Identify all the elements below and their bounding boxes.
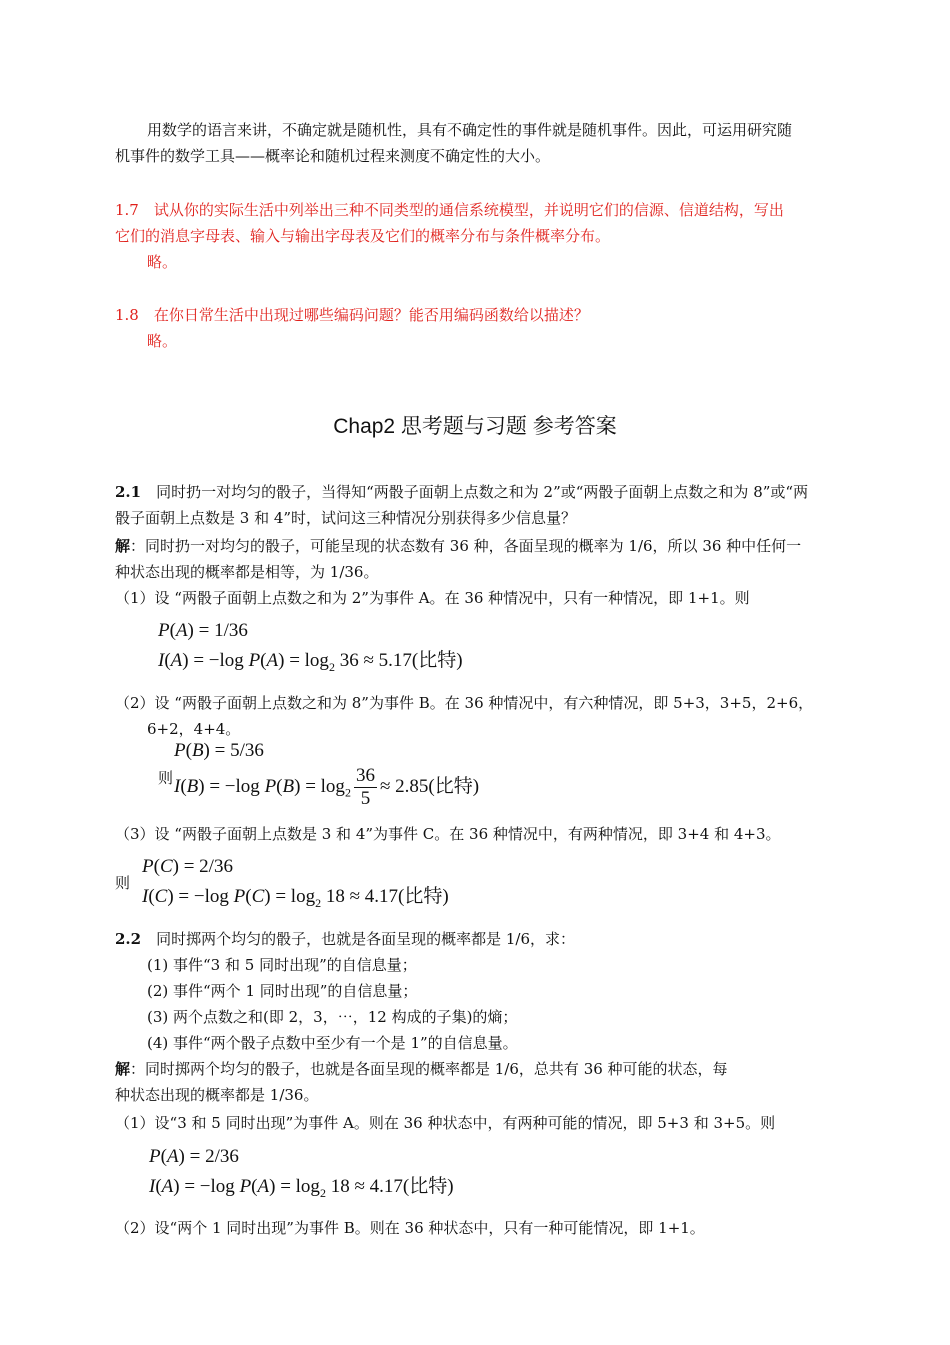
- q1-7-answer: 略。: [147, 253, 178, 271]
- q2-1-eq-iA: I(A) = −log $P(A) = \log_2 36 \approx 5.17$(比特): [158, 650, 463, 674]
- q2-1-case-3-ze: 则: [115, 874, 131, 892]
- q2-1-eq-pB: P(B) = 5/36: [174, 740, 264, 761]
- q2-1-case-1: （1）设 “两骰子面朝上点数之和为 2”为事件 A。在 36 种情况中，只有一种情况，即 1+1。则: [115, 589, 750, 607]
- intro-line-2: 机事件的数学工具——概率论和随机过程来测度不确定性的大小。: [115, 147, 551, 165]
- q2-2-item-4: (4) 事件“两个骰子点数中至少有一个是 1”的自信息量。: [147, 1034, 518, 1052]
- q2-2-number: 2.2: [115, 930, 142, 948]
- q2-1-number: 2.1: [115, 483, 142, 501]
- q2-1-eq-iC-neglog: = −log: [178, 886, 229, 907]
- q2-2-question-line-1: [115, 929, 575, 949]
- q2-2-sol-line-1-text: ：同时掷两个均匀的骰子，也就是各面呈现的概率都是 1/6，总共有 36 种可能的状态，每: [130, 1060, 728, 1078]
- q2-1-sol-line-1-text: ：同时扔一对均匀的骰子，可能呈现的状态数有 36 种，各面呈现的概率为 1/6，所以 36 种中任何一: [130, 537, 802, 555]
- q2-2-item-2: (2) 事件“两个 1 同时出现”的自信息量；: [147, 982, 418, 1000]
- q2-1-case-2-ze: 则: [158, 769, 174, 787]
- q2-1-eq-pC-value: = 2/36: [183, 856, 233, 877]
- q2-1-eq-iB-fraction: [354, 765, 377, 810]
- q2-1-eq-iC-value: 18 ≈ 4.17(比特): [325, 886, 449, 907]
- q2-2-item-3: (3) 两个点数之和(即 2，3，⋯，12 构成的子集)的熵；: [147, 1008, 518, 1026]
- q2-1-eq-iB-numerator: 36: [355, 765, 375, 786]
- q2-1-eq-iA-neglog: = −log: [193, 650, 244, 671]
- q2-2-sol-label: 解: [115, 1060, 131, 1078]
- q2-2-eq-iA-log: = log: [280, 1176, 320, 1197]
- q2-2-eq-iA-value: 18 ≈ 4.17(比特): [330, 1176, 454, 1197]
- q2-2-item-1: (1) 事件“3 和 5 同时出现”的自信息量；: [147, 956, 417, 974]
- q1-7-line-2: 它们的消息字母表、输入与输出字母表及它们的概率分布与条件概率分布。: [115, 227, 611, 245]
- q2-1-solution-line-1: [115, 536, 801, 556]
- q1-7-line-1: 1.7 试从你的实际生活中列举出三种不同类型的通信系统模型，并说明它们的信源、信道结构，写出: [115, 201, 784, 219]
- q2-1-eq-pC: P(C) = 2/36: [142, 856, 233, 877]
- q2-1-question-line-1: [115, 482, 808, 502]
- q2-1-eq-iC-log: = log: [275, 886, 316, 907]
- q2-2-eq-iA: I(A) = −log $P(A) = \log_2 18 \approx 4.17$(比特): [149, 1176, 454, 1200]
- q2-1-eq-iB-value: ≈ 2.85(比特): [379, 775, 480, 797]
- q2-1-eq-pA: P(A) = 1/36: [158, 620, 248, 641]
- q2-1-eq-iB-log: = log: [305, 775, 345, 797]
- q1-8-answer: 略。: [147, 332, 178, 350]
- q2-1-solution-line-2: 种状态出现的概率都是相等，为 1/36。: [115, 563, 379, 581]
- q2-1-eq-iB-neglog: = −log: [209, 775, 260, 797]
- q2-2-solution-line-2: 种状态出现的概率都是 1/36。: [115, 1086, 319, 1104]
- q2-1-eq-pA-value: = 1/36: [198, 620, 248, 641]
- q2-1-question-line-2: 骰子面朝上点数是 3 和 4”时，试问这三种情况分别获得多少信息量？: [115, 509, 577, 527]
- q2-1-line-1-text: 同时扔一对均匀的骰子，当得知“两骰子面朝上点数之和为 2”或“两骰子面朝上点数之和为 8”或“两: [141, 483, 809, 501]
- q2-1-eq-iB-denominator: 5: [360, 788, 371, 809]
- q1-8-line-1: 1.8 在你日常生活中出现过哪些编码问题？能否用编码函数给以描述？: [115, 306, 589, 324]
- q2-1-case-2-line-1: （2）设 “两骰子面朝上点数之和为 8”为事件 B。在 36 种情况中，有六种情况，即 5+3，3+5，2+6，: [115, 694, 814, 712]
- q2-1-eq-iA-value: 36 ≈ 5.17(比特): [339, 650, 463, 671]
- q2-2-line-1-text: 同时掷两个均匀的骰子，也就是各面呈现的概率都是 1/6，求：: [141, 930, 576, 948]
- q2-1-eq-iA-log: = log: [289, 650, 329, 671]
- q2-1-eq-iC: I(C) = −log $P(C) = \log_2 18 \approx 4.17$(比特): [142, 886, 449, 910]
- q2-2-case-2: （2）设“两个 1 同时出现”为事件 B。则在 36 种状态中，只有一种可能情况，即 1+1。: [115, 1219, 705, 1237]
- intro-line-1: 用数学的语言来讲，不确定就是随机性，具有不确定性的事件就是随机事件。因此，可运用研究随: [147, 121, 793, 139]
- q2-2-eq-iA-neglog: = −log: [184, 1176, 235, 1197]
- q2-2-eq-pA-value: = 2/36: [189, 1146, 239, 1167]
- q2-1-sol-label: 解: [115, 537, 131, 555]
- q2-1-case-3: （3）设 “两骰子面朝上点数是 3 和 4”为事件 C。在 36 种情况中，有两种情况，即 3+4 和 4+3。: [115, 825, 781, 843]
- q2-2-case-1: （1）设“3 和 5 同时出现”为事件 A。则在 36 种状态中，有两种可能的情况，即 5+3 和 3+5。则: [115, 1114, 776, 1132]
- q2-1-eq-iB: I(B) = −log $P(B) = \log_2$ $\frac{36}{5}$ ≈ 2.85(比特): [174, 765, 480, 809]
- chapter-title: Chap2 思考题与习题 参考答案: [333, 415, 617, 438]
- q2-2-eq-pA: P(A) = 2/36: [149, 1146, 239, 1167]
- q2-2-solution-line-1: [115, 1059, 728, 1079]
- q2-1-eq-pB-value: = 5/36: [214, 740, 264, 761]
- q2-1-case-2-line-2: 6+2，4+4。: [147, 720, 241, 738]
